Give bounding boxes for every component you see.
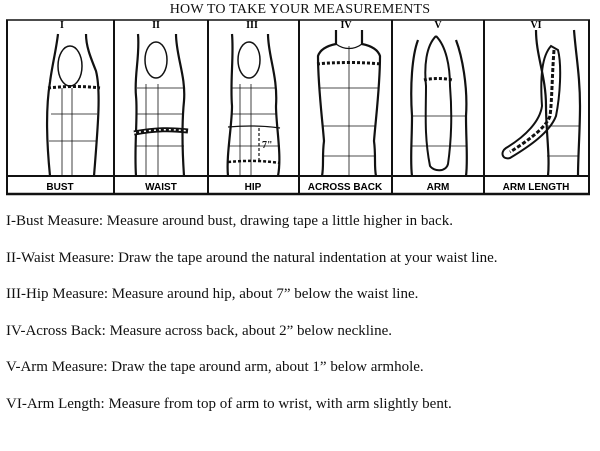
figure-numeral: VI <box>530 20 542 31</box>
figure-numeral: III <box>246 20 258 31</box>
arm-instruction: V-Arm Measure: Draw the tape around arm, about 1” below armhole. <box>6 359 424 375</box>
instructions-list <box>6 210 596 429</box>
across-back-figure-icon <box>317 30 381 176</box>
figure-numeral: I <box>60 20 64 31</box>
figure-numeral: IV <box>340 20 352 31</box>
arm-figure-icon <box>411 36 467 176</box>
hip-marker-label: 7" <box>262 140 273 151</box>
arm-length-instruction: VI-Arm Length: Measure from top of arm to wrist, with arm slightly bent. <box>6 395 452 412</box>
figure-label: ARM <box>426 182 450 193</box>
hip-instruction: III-Hip Measure: Measure around hip, about 7” below the waist line. <box>6 286 419 302</box>
figure-label: WAIST <box>145 182 177 193</box>
figure-label: ARM LENGTH <box>502 182 570 193</box>
waist-figure-icon <box>134 34 188 176</box>
hip-figure-icon <box>228 34 280 176</box>
figure-label: ACROSS BACK <box>307 182 383 193</box>
bust-figure-icon <box>47 34 100 176</box>
arm-length-figure-icon <box>503 30 580 176</box>
figure-numeral: II <box>152 20 160 31</box>
figure-label: BUST <box>46 182 74 193</box>
page-title: HOW TO TAKE YOUR MEASUREMENTS <box>169 2 431 17</box>
bust-instruction: I-Bust Measure: Measure around bust, drawing tape a little higher in back. <box>6 213 453 229</box>
across-back-instruction: IV-Across Back: Measure across back, about 2” below neckline. <box>6 322 392 339</box>
figure-label: HIP <box>244 182 262 193</box>
measurement-figures-illustration <box>6 16 590 196</box>
measurement-figures-strip <box>6 16 590 196</box>
figure-numeral: V <box>434 20 442 31</box>
waist-instruction: II-Waist Measure: Draw the tape around the natural indentation at your waist line. <box>6 249 498 266</box>
